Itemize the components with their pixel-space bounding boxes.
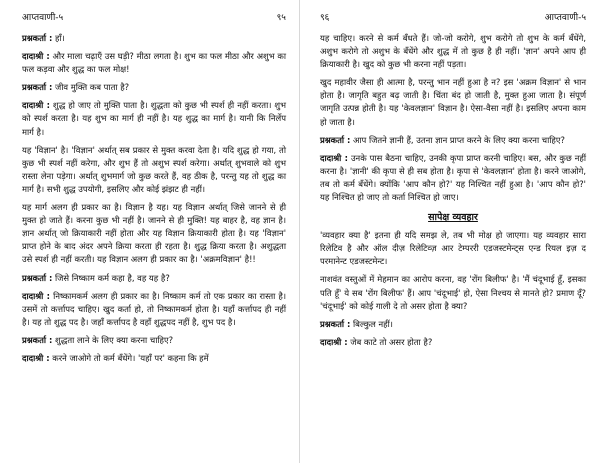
speaker-label: दादाश्री : bbox=[22, 352, 50, 363]
right-header-title: आप्तवाणी-५ bbox=[544, 12, 586, 23]
body-paragraph bbox=[22, 201, 286, 266]
speaker-label: प्रश्नकर्ता : bbox=[22, 33, 53, 43]
speaker-label: दादाश्री : bbox=[320, 336, 348, 347]
paragraph-text: और माला चढ़ाएँ उस घड़ी? मीठा लगता है। शुभ का फल मीठा और अशुभ का फल कड़वा और शुद्ध का फल मोक्ष! bbox=[22, 51, 286, 75]
speaker-label: दादाश्री : bbox=[22, 100, 50, 111]
left-page-body bbox=[22, 32, 286, 365]
question-paragraph bbox=[22, 32, 286, 45]
speaker-label: दादाश्री : bbox=[320, 152, 348, 163]
paragraph-text: जेब काटे तो असर होता है? bbox=[347, 336, 433, 347]
question-paragraph bbox=[320, 134, 586, 147]
speaker-label: प्रश्नकर्ता : bbox=[22, 82, 53, 93]
speaker-label: प्रश्नकर्ता : bbox=[22, 272, 53, 283]
answer-paragraph bbox=[320, 336, 586, 349]
right-page bbox=[300, 0, 600, 463]
left-page-header bbox=[22, 10, 286, 22]
question-paragraph bbox=[22, 334, 286, 347]
speaker-label: प्रश्नकर्ता : bbox=[320, 134, 351, 145]
body-paragraph bbox=[320, 229, 586, 268]
section-heading: सापेक्ष व्यवहार bbox=[428, 212, 478, 224]
speaker-label: दादाश्री : bbox=[22, 290, 51, 301]
right-page-header bbox=[320, 10, 586, 22]
paragraph-text: खुद महावीर जैसा ही आत्मा है, परन्तु भान नहीं हुआ है न? इस 'अक्रम विज्ञान' से भान होता है। जागृति बहुत बढ़ जाती है। चिंता बंद हो जाती है, मुक्त हुआ जाता है। संपूर्ण जागृति उत्पन्न होती है। यह 'केवलज्ञान' विज्ञान है। ऐसा-वैसा नहीं है। इसलिए अपना काम हो जाता है। bbox=[320, 77, 586, 127]
paragraph-text: 'व्यवहार क्या है' इतना ही यदि समझ ले, तब भी मोक्ष हो जाएगा। यह व्यवहार सारा रिलेटिव है और ऑल दीज़ रिलेटिव्ज़ आर टेम्पररी एडजस्टमेन्ट्स एन्ड रियल इज़ द परमानेन्ट एडजस्टमेन्ट। bbox=[320, 230, 586, 267]
left-page-number: ९५ bbox=[276, 12, 286, 23]
right-page-number: ९६ bbox=[320, 12, 330, 23]
answer-paragraph bbox=[320, 152, 586, 204]
paragraph-text: यह 'विज्ञान' है। 'विज्ञान' अर्थात् सब प्रकार से मुक्त करवा देता है। यदि शुद्ध हो गया, तो कुछ भी स्पर्श नहीं करेगा, और शुभ हैं तो अशुभ स्पर्श करेगा। अर्थात् शुभवाले को शुभ रास्ता लेना पड़ेगा। अर्थात् शुभमार्ग जो कुछ करते हैं, वह ठीक है, परन्तु यह तो शुद्ध का मार्ग है। सभी शुद्ध उपयोगी, इसलिए और कोई झंझट ही नहीं। bbox=[22, 144, 286, 194]
paragraph-text: नाशवंत वस्तुओं में मेहमान का आरोप करना, वह 'रोंग बिलीफ' है। 'मैं चंदूभाई हूँ, इसका पति हूँ' ये सब 'रोंग बिलीफ' हैं। आप 'चंदूभाई' हो, ऐसा निश्चय से मानते हो? प्रमाण दूँ? 'चंदूभाई' को कोई गाली दे तो असर होता है क्या? bbox=[320, 274, 586, 311]
answer-paragraph bbox=[22, 290, 286, 329]
speaker-label: प्रश्नकर्ता : bbox=[22, 334, 53, 345]
body-paragraph bbox=[320, 76, 586, 128]
speaker-label: प्रश्नकर्ता : bbox=[320, 318, 351, 329]
answer-paragraph bbox=[22, 50, 286, 76]
paragraph-text: आप जितने ज्ञानी हैं, उतना ज्ञान प्राप्त करने के लिए क्या करना चाहिए? bbox=[350, 134, 565, 145]
speaker-label: दादाश्री : bbox=[22, 51, 50, 62]
body-paragraph bbox=[320, 273, 586, 312]
right-page-body bbox=[320, 32, 586, 349]
paragraph-text: यह मार्ग अलग ही प्रकार का है। विज्ञान है यह। यह विज्ञान अर्थात् जिसे जानने से ही मुक्त हो जाते हैं। करना कुछ भी नहीं है। जानने से ही मुक्ति! यह बाहर है, वह ज्ञान है। ज्ञान अर्थात् जो क्रियाकारी नहीं होता और यह विज्ञान क्रियाकारी होता है। यह 'विज्ञान' प्राप्त होने के बाद अंदर अपने क्रिया करता ही रहता है। शुद्ध क्रिया करता है। अशुद्धता उसे स्पर्श ही नहीं करती। यह विज्ञान अलग ही प्रकार का है। 'अक्रमविज्ञान' है!! bbox=[22, 202, 286, 265]
paragraph-text: जिसे निष्काम कर्म कहा है, वह यह है? bbox=[52, 272, 170, 283]
answer-paragraph bbox=[22, 99, 286, 138]
paragraph-text: करने जाओगे तो कर्म बँधेंगे। 'यहाँ पर' कहना कि हमें bbox=[49, 352, 209, 363]
paragraph-text: हाँ। bbox=[52, 33, 65, 43]
left-header-title: आप्तवाणी-५ bbox=[22, 12, 64, 23]
paragraph-text: जीव मुक्ति कब पाता है? bbox=[52, 82, 130, 93]
paragraph-text: बिल्कुल नहीं। bbox=[350, 318, 393, 329]
body-paragraph bbox=[22, 144, 286, 196]
question-paragraph bbox=[22, 272, 286, 285]
question-paragraph bbox=[320, 318, 586, 331]
paragraph-text: निष्कामकर्म अलग ही प्रकार का है। निष्काम कर्म तो एक प्रकार का रास्ता है। उसमें तो कर्त्तापद चाहिए। खुद कर्ता हो, तो निष्कामकर्म होता है। यहाँ कर्त्तापद ही नहीं है। यह तो शुद्ध पद है। जहाँ कर्त्तापद है वहाँ शुद्धपद नहीं है, शुभ पद है। bbox=[22, 290, 286, 327]
paragraph-text: शुद्ध हो जाए तो मुक्ति पाता है। शुद्धता को कुछ भी स्पर्श ही नहीं करता। शुभ को स्पर्श करता है। यह शुभ का मार्ग ही नहीं है। यह शुद्ध का मार्ग है। यानी कि निर्लेप मार्ग है। bbox=[22, 100, 286, 137]
question-paragraph bbox=[22, 81, 286, 94]
paragraph-text: यह चाहिए। करने से कर्म बँधते हैं। जो-जो करोगे, शुभ करोगे तो शुभ के कर्म बँधेंगे, अशुभ करोगे तो अशुभ के बँधेंगे और शुद्ध में तो कुछ है ही नहीं। 'ज्ञान' अपने आप ही क्रियाकारी है। खुद को कुछ भी करना नहीं पड़ता। bbox=[320, 33, 586, 70]
answer-paragraph bbox=[22, 352, 286, 365]
paragraph-text: शुद्धता लाने के लिए क्या करना चाहिए? bbox=[52, 334, 174, 345]
body-paragraph bbox=[320, 32, 586, 71]
paragraph-text: उनके पास बैठना चाहिए, उनकी कृपा प्राप्त करनी चाहिए। बस, और कुछ नहीं करना है। 'ज्ञानी' की कृपा से ही सब होता है। कृपा से 'केवलज्ञान' होता है। करने जाओगे, तब तो कर्म बँधेंगे। क्योंकि 'आप कौन हो?' यह निश्चित नहीं हुआ है। 'आप कौन हो?' यह निश्चित हो जाए तो कर्ता निश्चित हो जाए। bbox=[320, 152, 586, 203]
